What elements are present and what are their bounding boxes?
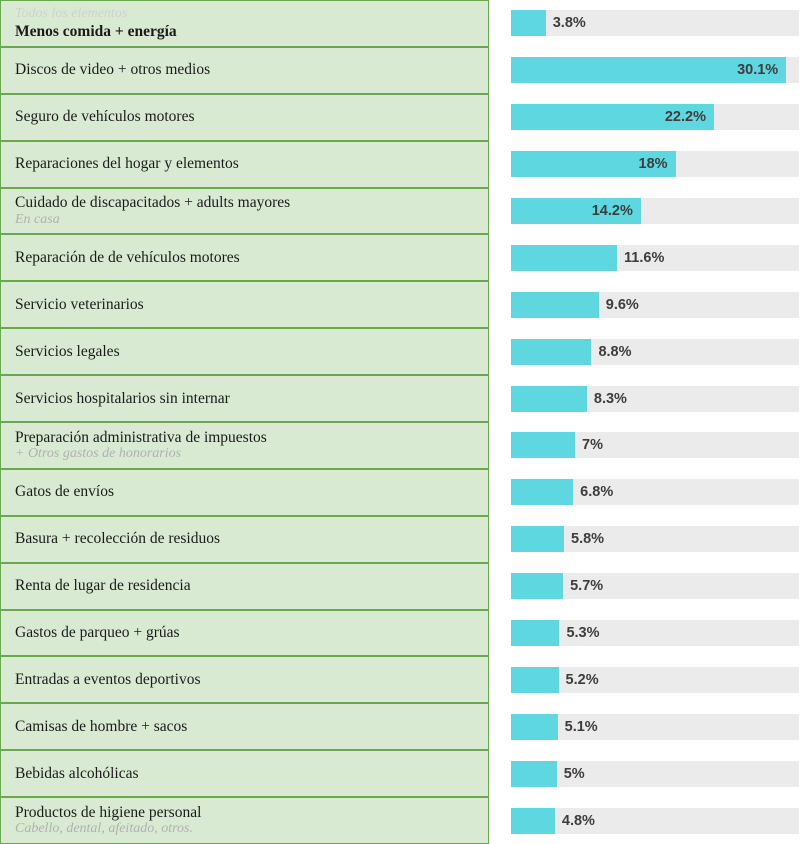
bar-track bbox=[511, 714, 799, 740]
bar-cell bbox=[489, 422, 805, 469]
bar-cell bbox=[489, 234, 805, 281]
bar bbox=[511, 10, 546, 36]
bar bbox=[511, 479, 573, 505]
category-label: Reparaciones del hogar y elementos bbox=[15, 155, 239, 173]
bar-cell bbox=[489, 47, 805, 94]
category-sublabel: En casa bbox=[15, 211, 60, 227]
category-label: Reparación de de vehículos motores bbox=[15, 248, 240, 266]
category-label: Gatos de envíos bbox=[15, 483, 115, 501]
bar bbox=[511, 432, 575, 458]
category-label: Gastos de parqueo + grúas bbox=[15, 624, 180, 642]
bar bbox=[511, 808, 555, 834]
bar-track bbox=[511, 479, 799, 505]
bar-value-label: 7% bbox=[582, 437, 603, 454]
bar-value-label: 5.3% bbox=[566, 625, 600, 642]
chart-row bbox=[0, 750, 805, 797]
category-label-cell bbox=[0, 188, 489, 235]
chart-row bbox=[0, 281, 805, 328]
bar-cell bbox=[489, 750, 805, 797]
category-label-cell bbox=[0, 516, 489, 563]
category-label: Servicios hospitalarios sin internar bbox=[15, 389, 230, 407]
chart-row bbox=[0, 610, 805, 657]
category-label-cell bbox=[0, 141, 489, 188]
category-label: Servicio veterinarios bbox=[15, 295, 144, 313]
bar-cell bbox=[489, 516, 805, 563]
chart-row bbox=[0, 141, 805, 188]
category-label: Todos los elementos bbox=[15, 6, 128, 22]
bar bbox=[511, 245, 617, 271]
category-label-cell bbox=[0, 47, 489, 94]
category-label: Servicios legales bbox=[15, 342, 120, 360]
bar-cell bbox=[489, 94, 805, 141]
chart-row bbox=[0, 375, 805, 422]
chart-row bbox=[0, 422, 805, 469]
bar bbox=[511, 573, 563, 599]
bar-track bbox=[511, 620, 799, 646]
bar bbox=[511, 761, 557, 787]
category-label-cell bbox=[0, 281, 489, 328]
category-label: Camisas de hombre + sacos bbox=[15, 717, 188, 735]
bar-track bbox=[511, 57, 799, 83]
category-label: Seguro de vehículos motores bbox=[15, 108, 195, 126]
bar-value-label: 3.8% bbox=[552, 15, 586, 32]
bar bbox=[511, 526, 564, 552]
bar bbox=[511, 667, 559, 693]
category-label-cell bbox=[0, 703, 489, 750]
bar bbox=[511, 339, 591, 365]
bar-cell bbox=[489, 375, 805, 422]
category-label: Bebidas alcohólicas bbox=[15, 764, 139, 782]
category-label-cell bbox=[0, 563, 489, 610]
bar-value-label: 6.8% bbox=[580, 484, 614, 501]
category-label-cell bbox=[0, 422, 489, 469]
bar-cell bbox=[489, 0, 805, 47]
bar-value-label: 22.2% bbox=[664, 109, 706, 126]
chart-row bbox=[0, 94, 805, 141]
chart-row bbox=[0, 188, 805, 235]
bar-track bbox=[511, 245, 799, 271]
bar-cell bbox=[489, 563, 805, 610]
bar-value-label: 5.7% bbox=[570, 578, 604, 595]
chart-row bbox=[0, 563, 805, 610]
bar-track bbox=[511, 761, 799, 787]
bar-cell bbox=[489, 328, 805, 375]
category-label: Preparación administrativa de impuestos bbox=[15, 428, 267, 446]
category-label: Entradas a eventos deportivos bbox=[15, 671, 201, 688]
category-sublabel: Cabello, dental, afeitado, otros. bbox=[15, 821, 193, 837]
chart-row bbox=[0, 47, 805, 94]
bar bbox=[511, 292, 599, 318]
bar-cell bbox=[489, 656, 805, 703]
bar-track bbox=[511, 667, 799, 693]
bar-track bbox=[511, 104, 799, 130]
bar-value-label: 5.2% bbox=[565, 671, 599, 688]
bar-track bbox=[511, 573, 799, 599]
bar-value-label: 4.8% bbox=[561, 812, 595, 829]
bar-value-label: 5.8% bbox=[571, 531, 605, 548]
bar-track bbox=[511, 526, 799, 552]
bar-cell bbox=[489, 281, 805, 328]
category-label-cell bbox=[0, 328, 489, 375]
bar-track bbox=[511, 386, 799, 412]
bar-cell bbox=[489, 610, 805, 657]
chart-row bbox=[0, 328, 805, 375]
bar-cell bbox=[489, 469, 805, 516]
bar-value-label: 5% bbox=[563, 765, 585, 782]
category-label-cell bbox=[0, 656, 489, 703]
category-label: Discos de video + otros medios bbox=[15, 61, 211, 79]
category-label-cell bbox=[0, 375, 489, 422]
category-label-cell bbox=[0, 0, 489, 47]
bar-cell bbox=[489, 703, 805, 750]
bar-value-label: 11.6% bbox=[624, 249, 665, 266]
bar-cell bbox=[489, 141, 805, 188]
bar-track bbox=[511, 339, 799, 365]
category-label-cell bbox=[0, 797, 489, 844]
chart-row bbox=[0, 797, 805, 844]
category-sublabel: Menos comida + energía bbox=[15, 22, 177, 40]
chart-row bbox=[0, 656, 805, 703]
bar-track bbox=[511, 432, 799, 458]
bar-track bbox=[511, 10, 799, 36]
category-label-cell bbox=[0, 610, 489, 657]
bar-track bbox=[511, 151, 799, 177]
bar-value-label: 8.8% bbox=[598, 343, 632, 360]
category-label-cell bbox=[0, 94, 489, 141]
chart-row bbox=[0, 516, 805, 563]
bar-track bbox=[511, 292, 799, 318]
bar-value-label: 14.2% bbox=[591, 203, 633, 219]
bar-value-label: 8.3% bbox=[593, 390, 627, 407]
category-label: Productos de higiene personal bbox=[15, 803, 202, 821]
chart-row bbox=[0, 469, 805, 516]
chart-row bbox=[0, 0, 805, 47]
chart-row bbox=[0, 703, 805, 750]
bar-track bbox=[511, 198, 799, 224]
bar-value-label: 9.6% bbox=[605, 296, 639, 313]
category-label-cell bbox=[0, 469, 489, 516]
category-sublabel: + Otros gastos de honorarios bbox=[15, 446, 182, 462]
bar-value-label: 5.1% bbox=[564, 718, 598, 735]
bar bbox=[511, 620, 559, 646]
category-label-cell bbox=[0, 234, 489, 281]
bar-value-label: 30.1% bbox=[737, 62, 779, 79]
bar bbox=[511, 714, 558, 740]
category-label: Cuidado de discapacitados + adults mayores bbox=[15, 194, 291, 212]
bar-cell bbox=[489, 188, 805, 235]
category-label: Renta de lugar de residencia bbox=[15, 577, 191, 595]
bar bbox=[511, 386, 587, 412]
category-label: Basura + recolección de residuos bbox=[15, 530, 220, 548]
bar-value-label: 18% bbox=[638, 156, 668, 173]
category-label-cell bbox=[0, 750, 489, 797]
bar-cell bbox=[489, 797, 805, 844]
chart-row bbox=[0, 234, 805, 281]
bar-track bbox=[511, 808, 799, 834]
